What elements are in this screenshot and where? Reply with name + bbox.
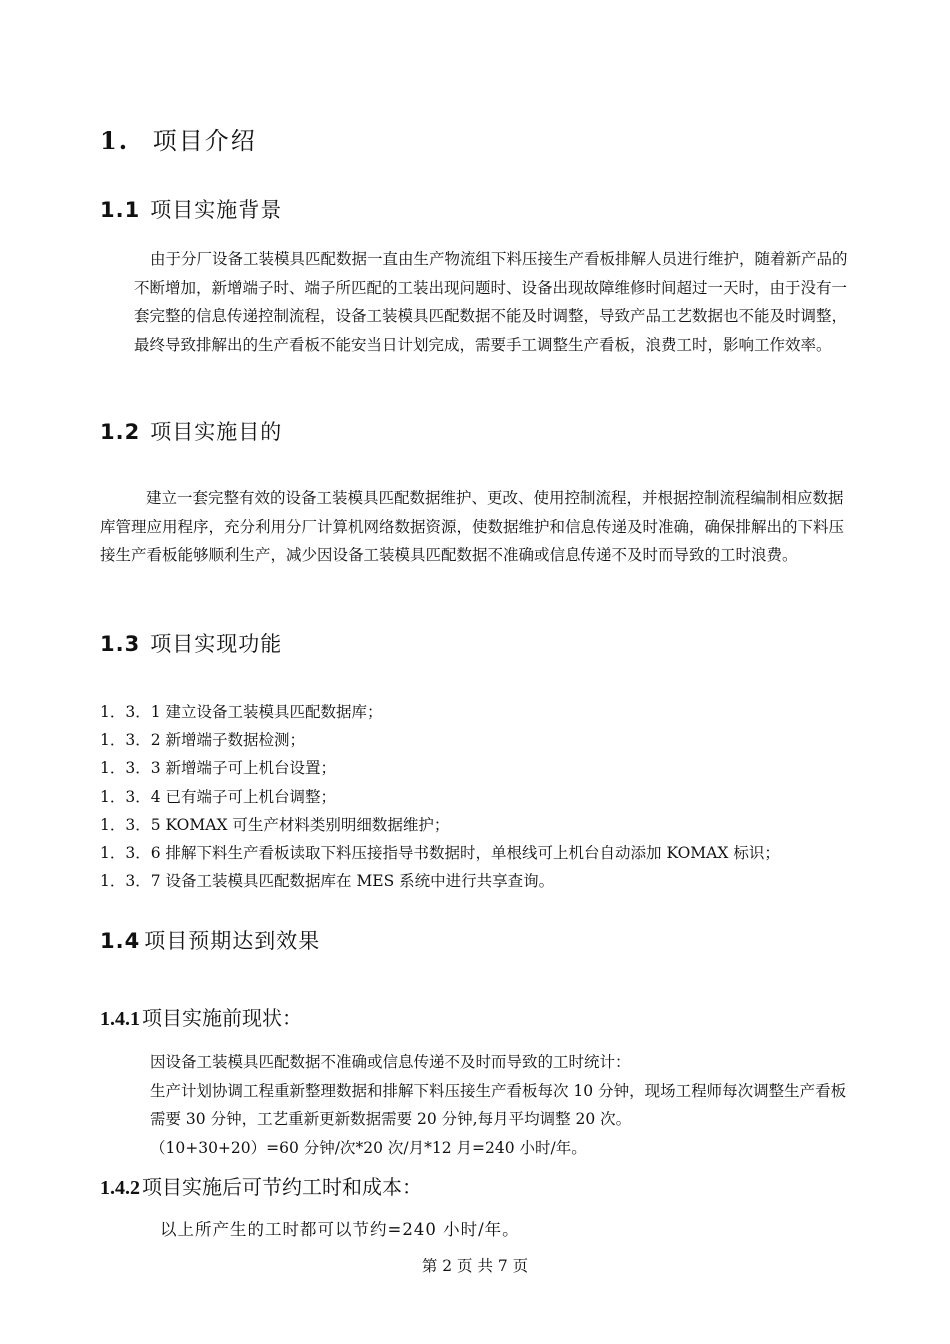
pre-status-line-3: （10+30+20）=60 分钟/次*20 次/月*12 月=240 小时/年。 <box>150 1138 587 1157</box>
section-1-4-1-number: 1.4.1 <box>100 1008 140 1030</box>
section-1-4-1-title: 项目实施前现状： <box>142 1006 302 1030</box>
section-1-4-2-heading <box>100 1171 422 1200</box>
pre-status-line-2: 生产计划协调工程重新整理数据和排解下料压接生产看板每次 10 分钟，现场工程师每次调整生产看板需要 30 分钟，工艺重新更新数据需要 20 分钟,每月平均调整 20 次。 <box>150 1081 847 1128</box>
section-1-4-1-heading <box>100 1002 302 1031</box>
list-item: 1．3．4 已有端子可上机台调整； <box>100 787 337 806</box>
section-1-4-title: 项目预期达到效果 <box>144 929 321 953</box>
section-1-4-2-title: 项目实施后可节约工时和成本： <box>142 1175 422 1199</box>
savings-text: 以上所产生的工时都可以节约=240 小时/年。 <box>160 1220 520 1239</box>
section-1-1-title: 项目实施背景 <box>150 198 283 222</box>
section-1-title: 项目介绍 <box>152 127 257 155</box>
section-1-3-heading <box>100 628 282 658</box>
section-1-2-title: 项目实施目的 <box>150 420 283 444</box>
background-paragraph <box>134 245 856 359</box>
list-item: 1．3．3 新增端子可上机台设置； <box>100 759 337 778</box>
feature-list <box>100 698 780 895</box>
section-1-3-title: 项目实现功能 <box>150 632 283 656</box>
pre-status-line-1: 因设备工装模具匹配数据不准确或信息传递不及时而导致的工时统计： <box>150 1053 631 1071</box>
page-footer: 第 2 页 共 7 页 <box>421 1257 529 1275</box>
list-item: 1．3．7 设备工装模具匹配数据库在 MES 系统中进行共享查询。 <box>100 872 555 891</box>
section-1-4-number: 1.4 <box>100 929 141 953</box>
section-1-4-2-number: 1.4.2 <box>100 1177 140 1199</box>
section-1-heading <box>100 121 257 156</box>
list-item: 1．3．2 新增端子数据检测； <box>100 731 306 750</box>
section-1-1-heading <box>100 194 282 224</box>
list-item: 1．3．5 KOMAX 可生产材料类别明细数据维护； <box>100 815 450 834</box>
section-1-3-number: 1.3 <box>100 632 141 656</box>
pre-status-paragraph <box>150 1048 856 1162</box>
section-1-4-heading <box>100 925 320 955</box>
purpose-text: 建立一套完整有效的设备工装模具匹配数据维护、更改、使用控制流程，并根据控制流程编制相应数据库管理应用程序，充分利用分厂计算机网络数据资源，使数据维护和信息传递及时准确，确保排解出的下料压接生产看板能够顺利生产，减少因设备工装模具匹配数据不准确或信息传递不及时而导致的工时浪费。 <box>100 489 845 564</box>
list-item: 1．3．6 排解下料生产看板读取下料压接指导书数据时，单根线可上机台自动添加 KOMAX 标识； <box>100 844 780 863</box>
section-1-number: 1. <box>100 126 130 155</box>
list-item: 1．3．1 建立设备工装模具匹配数据库； <box>100 703 383 721</box>
purpose-paragraph <box>100 484 856 570</box>
section-1-2-number: 1.2 <box>100 420 141 444</box>
section-1-2-heading <box>100 416 282 446</box>
background-text: 由于分厂设备工装模具匹配数据一直由生产物流组下料压接生产看板排解人员进行维护，随着新产品的不断增加，新增端子时、端子所匹配的工装出现问题时、设备出现故障维修时间超过一天时，由于没有一套完整的信息传递控制流程，设备工装模具匹配数据不能及时调整，导致产品工艺数据也不能及时调整，最终导致排解出的生产看板不能安当日计划完成，需要手工调整生产看板，浪费工时，影响工作效率。 <box>134 250 848 354</box>
section-1-1-number: 1.1 <box>100 198 141 222</box>
